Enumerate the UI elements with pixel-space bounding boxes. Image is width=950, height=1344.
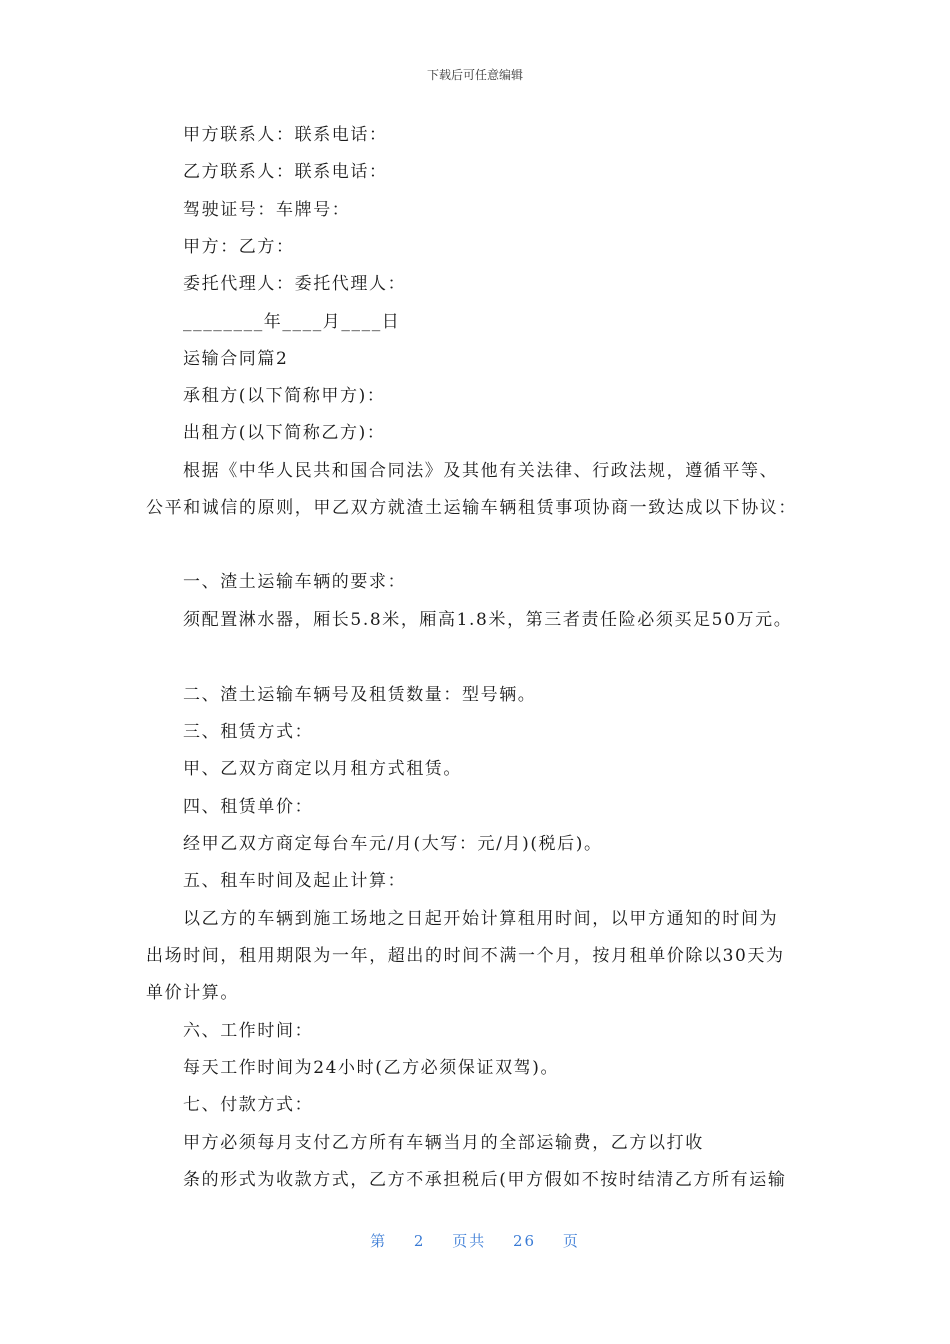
preamble-line-1: 根据《中华人民共和国合同法》及其他有关法律、行政法规，遵循平等、 (183, 461, 779, 481)
contact-line-a: 甲方联系人：联系电话： (183, 125, 388, 145)
clause-7-text-2: 条的形式为收款方式，乙方不承担税后(甲方假如不按时结清乙方所有运输 (183, 1170, 787, 1190)
clause-1-text: 须配置淋水器，厢长5.8米，厢高1.8米，第三者责任险必须买足50万元。 (183, 610, 793, 630)
license-line: 驾驶证号：车牌号： (183, 200, 351, 220)
clause-3-heading: 三、租赁方式： (183, 722, 314, 742)
clause-5-text-2: 出场时间，租用期限为一年，超出的时间不满一个月，按月租单价除以30天为 (146, 946, 785, 966)
agent-line: 委托代理人：委托代理人： (183, 274, 407, 294)
clause-5-heading: 五、租车时间及起止计算： (183, 871, 407, 891)
lessor-line: 出租方(以下简称乙方)： (183, 423, 386, 443)
download-note: 下载后可任意编辑 (426, 68, 523, 82)
clause-5-text-1: 以乙方的车辆到施工场地之日起开始计算租用时间，以甲方通知的时间为 (183, 909, 779, 929)
page-label-prefix: 第 (370, 1232, 388, 1250)
clause-4-text: 经甲乙双方商定每台车元/月(大写：元/月)(税后)。 (183, 834, 603, 854)
page-label-suffix: 页 (562, 1232, 580, 1250)
clause-1-heading: 一、渣土运输车辆的要求： (183, 572, 407, 592)
section-title: 运输合同篇2 (183, 349, 289, 369)
page-label-mid: 页共 (452, 1232, 487, 1250)
clause-6-heading: 六、工作时间： (183, 1021, 314, 1041)
clause-3-text: 甲、乙双方商定以月租方式租赁。 (183, 759, 462, 779)
preamble-line-2: 公平和诚信的原则，甲乙双方就渣土运输车辆租赁事项协商一致达成以下协议： (146, 498, 797, 518)
clause-7-heading: 七、付款方式： (183, 1095, 314, 1115)
page-footer (0, 1230, 950, 1251)
date-line: ________年____月____日 (183, 312, 401, 332)
clause-5-text-3: 单价计算。 (146, 983, 239, 1003)
clause-6-text: 每天工作时间为24小时(乙方必须保证双驾)。 (183, 1058, 560, 1078)
page-number: 2 (413, 1232, 426, 1250)
parties-line: 甲方：乙方： (183, 237, 295, 257)
total-pages: 26 (513, 1232, 537, 1250)
lessee-line: 承租方(以下简称甲方)： (183, 386, 386, 406)
clause-7-text-1: 甲方必须每月支付乙方所有车辆当月的全部运输费，乙方以打收 (183, 1133, 704, 1153)
clause-4-heading: 四、租赁单价： (183, 797, 314, 817)
contact-line-b: 乙方联系人：联系电话： (183, 162, 388, 182)
clause-2-heading: 二、渣土运输车辆号及租赁数量：型号辆。 (183, 685, 537, 705)
